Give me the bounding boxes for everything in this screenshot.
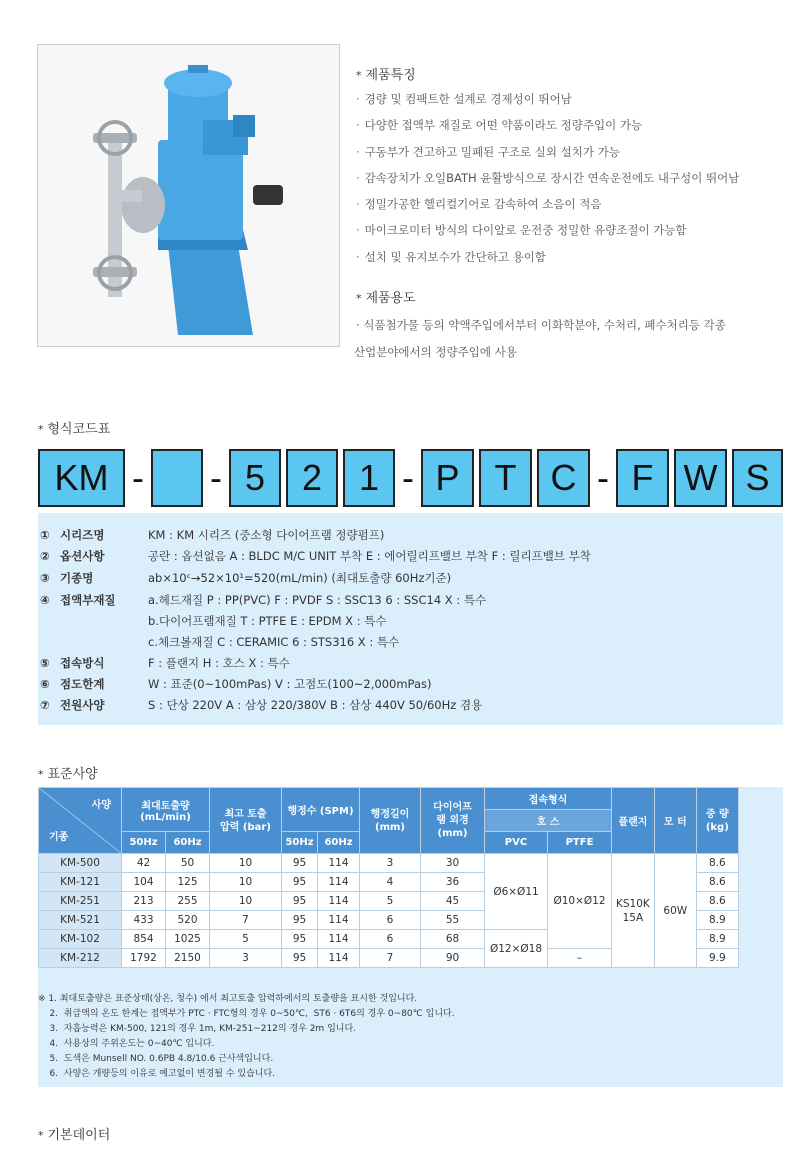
hz60-header: 60Hz	[166, 832, 210, 854]
pvc-header: PVC	[485, 832, 548, 854]
code-dash: -	[402, 457, 414, 498]
code-box-model-c: 1	[343, 449, 395, 507]
max-flow-header: 최대토출량 (mL/min)	[122, 788, 210, 832]
usage-text	[356, 312, 726, 366]
legend-row: ⑦ 전원사양 S : 단상 220V A : 삼상 220/380V B : 삼상 440V 50/60Hz 겸용	[40, 698, 483, 712]
code-dash: -	[597, 457, 609, 498]
code-box-model-b: 2	[286, 449, 338, 507]
code-box-diaphragm: T	[479, 449, 532, 507]
hz50-header: 50Hz	[282, 832, 318, 854]
motor-header: 모 터	[654, 788, 696, 854]
usage-title: * 제품용도	[356, 291, 416, 306]
feature-item: · 마이크로미터 방식의 다이알로 운전중 정밀한 유량조절이 가능함	[356, 217, 739, 243]
note-line: 3. 자흡능력은 KM-500, 121의 경우 1m, KM-251~212의 경우 2m 입니다.	[38, 1024, 357, 1034]
table-row: KM-121 104 125 10 95 114 4 36 8.6	[39, 873, 739, 892]
model-code-legend	[38, 513, 783, 725]
feature-item: · 정밀가공한 헬리컬기어로 감속하여 소음이 적음	[356, 191, 739, 217]
code-box-viscosity: W	[674, 449, 727, 507]
spec-corner-header: 사양 기종	[39, 788, 122, 854]
hz50-header: 50Hz	[122, 832, 166, 854]
motor-value: 60W	[654, 854, 696, 968]
spec-title: * 표준사양	[38, 767, 98, 782]
spec-table	[38, 787, 739, 968]
feature-item: · 감속장치가 오일BATH 윤활방식으로 장시간 연속운전에도 내구성이 뛰어남	[356, 165, 739, 191]
legend-row: ② 옵션사항 공란 : 옵션없음 A : BLDC M/C UNIT 부착 E : 에어릴리프밸브 부착 F : 릴리프밸브 부착	[40, 549, 591, 563]
usage-line: · 식품첨가물 등의 약액주입에서부터 이화학분야, 수처리, 폐수처리등 각종	[356, 318, 726, 332]
hose-header: 호 스	[485, 810, 612, 832]
legend-row: ④ 접액부재질 a.헤드재질 P : PP(PVC) F : PVDF S : SSC13 6 : SSC14 X : 특수	[40, 593, 487, 607]
stroke-length-header: 행정길이 (mm)	[360, 788, 421, 854]
note-line: 4. 사용상의 주위온도는 0~40℃ 입니다.	[38, 1039, 215, 1049]
model-code-title: * 형식코드표	[38, 422, 111, 437]
table-row: KM-500 42 50 10 95 114 3 30 Ø6×Ø11 Ø10×Ø12 KS10K 15A 60W 8.6	[39, 854, 739, 873]
legend-row: b.다이어프램재질 T : PTFE E : EPDM X : 특수	[148, 614, 387, 628]
max-pressure-header: 최고 토출압력 (bar)	[210, 788, 282, 854]
spec-panel	[38, 787, 783, 1087]
feature-item: · 경량 및 컴팩트한 설계로 경제성이 뛰어남	[356, 86, 739, 112]
connection-header: 접속형식	[485, 788, 612, 810]
feature-item: · 구동부가 견고하고 밀폐된 구조로 실외 설치가 가능	[356, 139, 739, 165]
table-row: KM-102 854 1025 5 95 114 6 68 Ø12×Ø18 8.9	[39, 930, 739, 949]
pvc-size-a: Ø6×Ø11	[485, 854, 548, 930]
code-box-model-a: 5	[229, 449, 281, 507]
pump-illustration	[38, 45, 339, 346]
features-list	[356, 86, 739, 270]
table-row: KM-521 433 520 7 95 114 6 55 8.9	[39, 911, 739, 930]
legend-row: ⑤ 접속방식 F : 플랜지 H : 호스 X : 특수	[40, 656, 290, 670]
feature-item: · 설치 및 유지보수가 간단하고 용이함	[356, 244, 739, 270]
legend-row: ① 시리즈명 KM : KM 시리즈 (중소형 다이어프램 정량펌프)	[40, 528, 385, 542]
code-box-series: KM	[38, 449, 125, 507]
code-box-connection: F	[616, 449, 669, 507]
weight-header: 중 량 (kg)	[696, 788, 738, 854]
code-box-checkball: C	[537, 449, 590, 507]
flange-value: KS10K 15A	[612, 854, 655, 968]
note-line: 6. 사양은 개량등의 이유로 예고없이 변경될 수 있습니다.	[38, 1069, 276, 1079]
code-dash: -	[132, 457, 144, 498]
ptfe-size-a: Ø10×Ø12	[548, 854, 612, 949]
strokes-header: 행정수 (SPM)	[282, 788, 360, 832]
features-title: * 제품특징	[356, 68, 416, 83]
code-dash: -	[210, 457, 222, 498]
ptfe-size-b: –	[548, 949, 612, 968]
code-box-head: P	[421, 449, 474, 507]
legend-row: c.체크볼재질 C : CERAMIC 6 : STS316 X : 특수	[148, 635, 400, 649]
usage-line: 산업분야에서의 정량주입에 사용	[354, 345, 517, 359]
note-line: 5. 도색은 Munsell NO. 0.6PB 4.8/10.6 근사색입니다.	[38, 1054, 274, 1064]
diaphragm-header: 다이어프램 외경 (mm)	[421, 788, 485, 854]
pvc-size-b: Ø12×Ø18	[485, 930, 548, 968]
legend-row: ⑥ 점도한계 W : 표준(0~100mPas) V : 고점도(100~2,000mPas)	[40, 677, 432, 691]
code-box-option	[151, 449, 203, 507]
code-box-power: S	[732, 449, 783, 507]
hz60-header: 60Hz	[318, 832, 360, 854]
note-line: ※ 1. 최대토출량은 표준상태(상온, 청수) 에서 최고토출 압력하에서의 토출량을 표시한 것입니다.	[38, 994, 418, 1004]
basic-data-title: * 기본데이터	[38, 1128, 111, 1143]
flange-header: 플랜지	[612, 788, 655, 854]
table-row: KM-251 213 255 10 95 114 5 45 8.6	[39, 892, 739, 911]
table-row: KM-212 1792 2150 3 95 114 7 90 – 9.9	[39, 949, 739, 968]
product-photo	[37, 44, 340, 347]
feature-item: · 다양한 접액부 재질로 어떤 약품이라도 정량주입이 가능	[356, 112, 739, 138]
legend-row: ③ 기종명 ab×10ᶜ→52×10¹=520(mL/min) (최대토출량 60Hz기준)	[40, 571, 452, 585]
spec-notes	[38, 992, 455, 1082]
ptfe-header: PTFE	[548, 832, 612, 854]
note-line: 2. 취급액의 온도 한계는 접액부가 PTC · FTC형의 경우 0~50℃, ST6 · 6T6의 경우 0~80℃ 입니다.	[38, 1009, 455, 1019]
